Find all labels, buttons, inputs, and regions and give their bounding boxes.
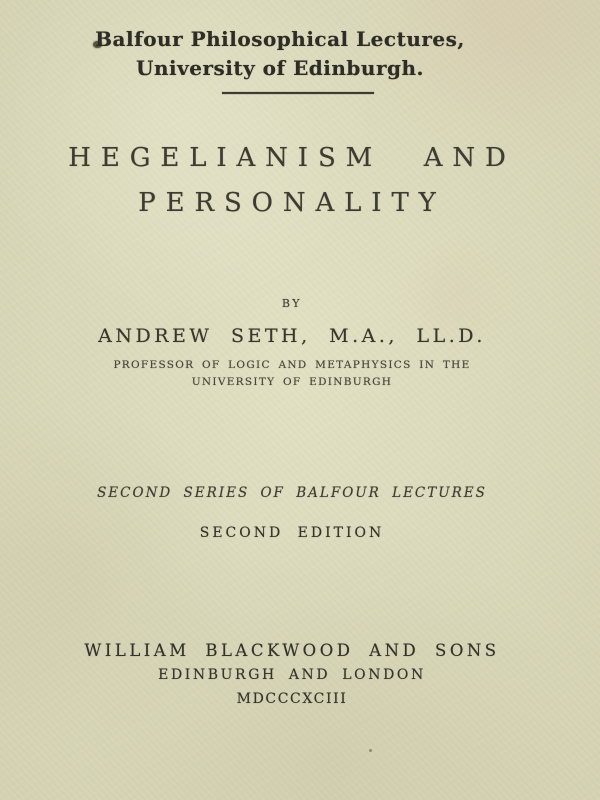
- series-header-line1: Balfour Philosophical Lectures,: [95, 27, 465, 51]
- series-note: SECOND SERIES OF BALFOUR LECTURES: [97, 485, 487, 501]
- publication-year-roman: MDCCCXCIII: [236, 691, 348, 707]
- header-divider-rule: [222, 92, 374, 94]
- series-header-line2: University of Edinburgh.: [136, 56, 424, 80]
- paper-speck: [369, 749, 372, 752]
- book-title-line2: PERSONALITY: [138, 188, 446, 218]
- publisher-location: EDINBURGH AND LONDON: [158, 667, 426, 683]
- byline-label: BY: [281, 297, 303, 310]
- author-affiliation-line2: UNIVERSITY OF EDINBURGH: [191, 376, 393, 388]
- publisher-name: WILLIAM BLACKWOOD AND SONS: [84, 641, 500, 660]
- author-affiliation-line1: PROFESSOR OF LOGIC AND METAPHYSICS IN THE: [113, 359, 471, 371]
- book-title-line1: HEGELIANISM AND: [68, 143, 516, 173]
- author-name: ANDREW SETH, M.A., LL.D.: [98, 325, 486, 347]
- edition-statement: SECOND EDITION: [199, 525, 385, 541]
